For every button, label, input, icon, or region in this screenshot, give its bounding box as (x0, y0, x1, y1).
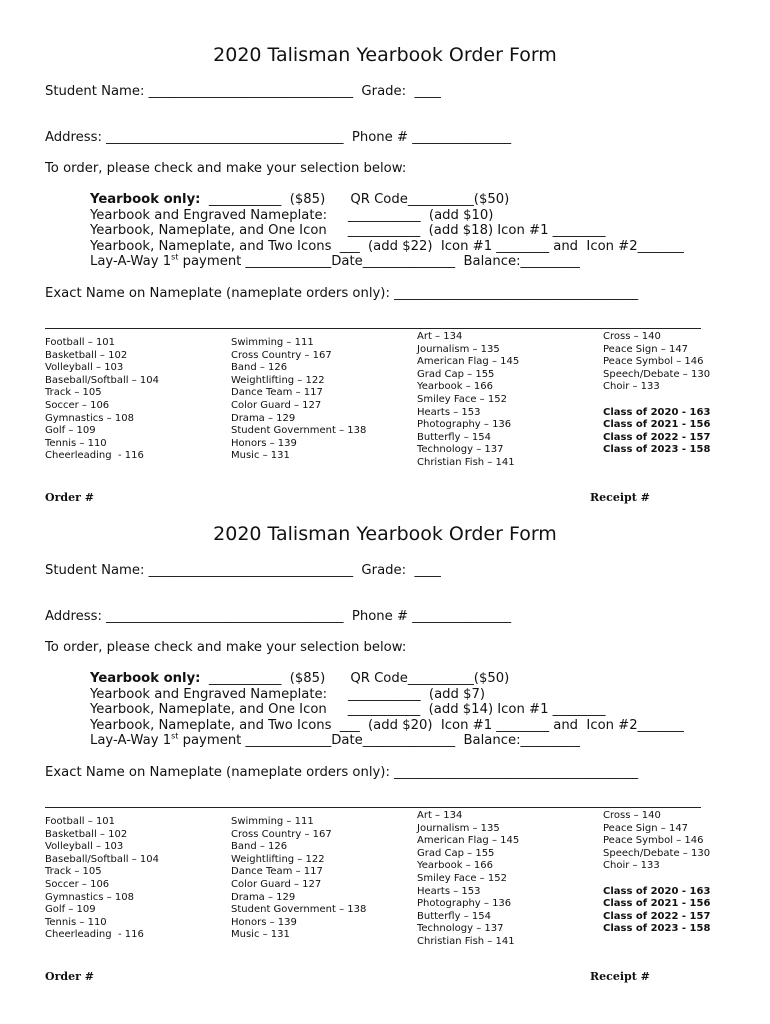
list-item: Student Government – 138 (231, 425, 367, 437)
list-item: Class of 2021 - 156 (603, 419, 711, 431)
list-item: Smiley Face – 152 (417, 872, 507, 884)
list-item: Drama – 129 (231, 412, 296, 424)
list-item: Class of 2020 - 163 (603, 406, 711, 418)
list-item: Smiley Face – 152 (417, 393, 507, 405)
list-item: Weightlifting – 122 (231, 853, 325, 865)
list-item: Photography – 136 (417, 419, 512, 431)
class-year-list (603, 407, 710, 457)
activities-column (231, 816, 366, 942)
list-item: Student Government – 138 (231, 904, 367, 916)
list-gap (603, 873, 710, 886)
list-item: Technology – 137 (417, 923, 504, 935)
order-number-label: Order # (45, 491, 94, 504)
separator-rule (45, 328, 701, 329)
icons-column-2 (603, 331, 710, 457)
list-item: Peace Sign – 147 (603, 822, 689, 834)
list-item: Golf – 109 (45, 904, 96, 916)
address-line: Address: ____________________________________ Phone # _______________ (45, 609, 512, 624)
layaway-label: Lay-A-Way 1 (90, 254, 172, 269)
list-item: Basketball – 102 (45, 349, 128, 361)
list-item: Golf – 109 (45, 425, 96, 437)
list-gap (603, 394, 710, 407)
list-item: Tennis – 110 (45, 437, 107, 449)
list-item: Speech/Debate – 130 (603, 368, 711, 380)
layaway-superscript: st (171, 731, 179, 741)
list-item: Peace Sign – 147 (603, 343, 689, 355)
form-title: 2020 Talisman Yearbook Order Form (213, 44, 557, 66)
icons-column-2 (603, 810, 710, 936)
student-name-line: Student Name: _______________________________ Grade: ____ (45, 563, 441, 578)
list-item: Band – 126 (231, 362, 288, 374)
option-yearbook-only (90, 192, 509, 207)
instructions: To order, please check and make your selection below: (45, 161, 407, 176)
list-item: Art – 134 (417, 331, 463, 342)
option-two-icons: Yearbook, Nameplate, and Two Icons ___ (add $22) Icon #1 ________ and Icon #2_______ (90, 239, 684, 254)
layaway-rest: payment _____________Date______________ Balance:_________ (178, 733, 580, 748)
list-item: Band – 126 (231, 841, 288, 853)
list-item: Dance Team – 117 (231, 387, 323, 399)
option-one-icon: Yearbook, Nameplate, and One Icon ___________ (add $18) Icon #1 ________ (90, 223, 606, 238)
list-item: Peace Symbol – 146 (603, 835, 704, 847)
list-item: Cheerleading - 116 (45, 929, 144, 941)
option-yearbook-only-label: Yearbook only: (90, 192, 201, 207)
list-item: Hearts – 153 (417, 885, 481, 897)
option-nameplate: Yearbook and Engraved Nameplate: ___________ (add $10) (90, 208, 494, 223)
list-item: Technology – 137 (417, 444, 504, 456)
list-item: Music – 131 (231, 450, 290, 462)
receipt-number-label: Receipt # (590, 491, 650, 504)
list-item: Journalism – 135 (417, 343, 500, 355)
list-item: Swimming – 111 (231, 337, 314, 348)
list-item: Music – 131 (231, 929, 290, 941)
order-form-2 (0, 479, 770, 983)
list-item: Class of 2023 - 158 (603, 923, 711, 935)
list-item: Weightlifting – 122 (231, 374, 325, 386)
list-item: Honors – 139 (231, 437, 297, 449)
list-item: Cross – 140 (603, 810, 661, 821)
icons-list (603, 810, 710, 873)
list-item: Volleyball – 103 (45, 362, 124, 374)
list-item: Gymnastics – 108 (45, 412, 134, 424)
list-item: Class of 2021 - 156 (603, 898, 711, 910)
separator-rule (45, 807, 701, 808)
list-item: Dance Team – 117 (231, 866, 323, 878)
option-one-icon: Yearbook, Nameplate, and One Icon ___________ (add $14) Icon #1 ________ (90, 702, 606, 717)
list-item: Drama – 129 (231, 891, 296, 903)
list-item: Swimming – 111 (231, 816, 314, 827)
list-item: Cross Country – 167 (231, 349, 332, 361)
list-item: Hearts – 153 (417, 406, 481, 418)
option-yearbook-only-rest: ___________ ($85) QR Code__________($50) (200, 192, 510, 207)
list-item: Grad Cap – 155 (417, 847, 495, 859)
list-item: Choir – 133 (603, 381, 660, 393)
layaway-label: Lay-A-Way 1 (90, 733, 172, 748)
list-item: Gymnastics – 108 (45, 891, 134, 903)
list-item: Basketball – 102 (45, 828, 128, 840)
list-item: Class of 2022 - 157 (603, 910, 711, 922)
list-item: Volleyball – 103 (45, 841, 124, 853)
list-item: Cross – 140 (603, 331, 661, 342)
receipt-number-label: Receipt # (590, 970, 650, 983)
list-item: Art – 134 (417, 810, 463, 821)
list-item: Class of 2022 - 157 (603, 431, 711, 443)
list-item: Journalism – 135 (417, 822, 500, 834)
list-item: Football – 101 (45, 816, 116, 827)
instructions: To order, please check and make your selection below: (45, 640, 407, 655)
list-item: Grad Cap – 155 (417, 368, 495, 380)
list-item: American Flag – 145 (417, 835, 520, 847)
list-item: Christian Fish – 141 (417, 935, 515, 947)
list-item: Track – 105 (45, 387, 102, 399)
list-item: Speech/Debate – 130 (603, 847, 711, 859)
option-yearbook-only-label: Yearbook only: (90, 671, 201, 686)
activities-column (231, 337, 366, 463)
icons-list (603, 331, 710, 394)
form-title: 2020 Talisman Yearbook Order Form (213, 523, 557, 545)
option-layaway (90, 733, 580, 748)
icons-column (417, 810, 519, 949)
option-yearbook-only (90, 671, 509, 686)
list-item: Soccer – 106 (45, 399, 110, 411)
layaway-rest: payment _____________Date______________ Balance:_________ (178, 254, 580, 269)
list-item: Choir – 133 (603, 860, 660, 872)
list-item: Football – 101 (45, 337, 116, 348)
list-item: Butterfly – 154 (417, 910, 491, 922)
option-layaway (90, 254, 580, 269)
option-nameplate: Yearbook and Engraved Nameplate: ___________ (add $7) (90, 687, 486, 702)
order-number-label: Order # (45, 970, 94, 983)
address-line: Address: ____________________________________ Phone # _______________ (45, 130, 512, 145)
list-item: Soccer – 106 (45, 878, 110, 890)
list-item: Track – 105 (45, 866, 102, 878)
list-item: Baseball/Softball – 104 (45, 374, 159, 386)
list-item: Color Guard – 127 (231, 878, 322, 890)
order-form-1 (0, 0, 770, 504)
exact-name-line: Exact Name on Nameplate (nameplate orders only): _____________________________________ (45, 286, 639, 301)
list-item: Tennis – 110 (45, 916, 107, 928)
list-item: American Flag – 145 (417, 356, 520, 368)
list-item: Honors – 139 (231, 916, 297, 928)
sports-column (45, 816, 159, 942)
list-item: Cross Country – 167 (231, 828, 332, 840)
list-item: Peace Symbol – 146 (603, 356, 704, 368)
list-item: Yearbook – 166 (417, 860, 493, 872)
option-yearbook-only-rest: ___________ ($85) QR Code__________($50) (200, 671, 510, 686)
list-item: Class of 2023 - 158 (603, 444, 711, 456)
sports-column (45, 337, 159, 463)
option-two-icons: Yearbook, Nameplate, and Two Icons ___ (add $20) Icon #1 ________ and Icon #2_______ (90, 718, 684, 733)
list-item: Class of 2020 - 163 (603, 885, 711, 897)
list-item: Color Guard – 127 (231, 399, 322, 411)
list-item: Baseball/Softball – 104 (45, 853, 159, 865)
list-item: Butterfly – 154 (417, 431, 491, 443)
student-name-line: Student Name: _______________________________ Grade: ____ (45, 84, 441, 99)
class-year-list (603, 886, 710, 936)
layaway-superscript: st (171, 252, 179, 262)
list-item: Yearbook – 166 (417, 381, 493, 393)
exact-name-line: Exact Name on Nameplate (nameplate orders only): _____________________________________ (45, 765, 639, 780)
list-item: Christian Fish – 141 (417, 456, 515, 468)
list-item: Photography – 136 (417, 898, 512, 910)
list-item: Cheerleading - 116 (45, 450, 144, 462)
icons-column (417, 331, 519, 470)
